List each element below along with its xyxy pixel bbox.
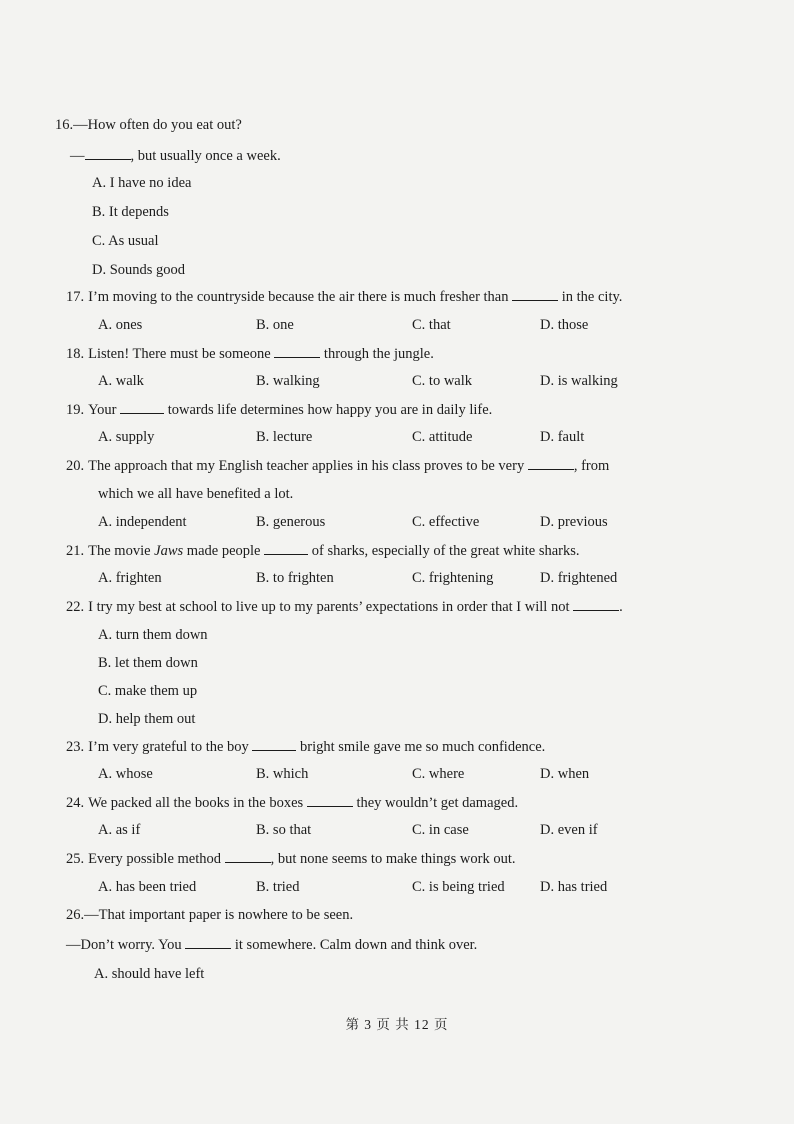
option-c: C. where — [412, 766, 465, 782]
answer-blank — [120, 400, 164, 414]
question-text: I’m moving to the countryside because the air there is much fresher than — [88, 289, 509, 305]
question-26-prompt — [66, 906, 353, 924]
question-21-options — [0, 569, 794, 587]
option-d: D. previous — [540, 514, 608, 530]
option-a: A. walk — [98, 373, 144, 389]
question-text-end: in the city. — [561, 289, 623, 305]
option-a: A. as if — [98, 822, 141, 838]
question-20-options — [0, 513, 794, 531]
option-d: D. even if — [540, 822, 598, 838]
question-text: Listen! There must be someone — [88, 346, 271, 362]
option-d: D. frightened — [540, 570, 618, 586]
question-20-prompt — [66, 456, 609, 475]
question-text: I’m very grateful to the boy — [88, 739, 249, 755]
question-16-option-c: C. As usual — [92, 233, 159, 249]
answer-blank — [85, 146, 131, 160]
question-16-option-b: B. It depends — [92, 204, 169, 220]
question-23-options — [0, 765, 794, 783]
reply-dash: — — [70, 148, 85, 164]
question-20-continuation: which we all have benefited a lot. — [98, 486, 294, 502]
option-b: B. which — [256, 766, 309, 782]
question-22-prompt — [66, 597, 623, 616]
question-text-end: through the jungle. — [323, 346, 434, 362]
option-c: C. frightening — [412, 570, 494, 586]
question-19-options — [0, 428, 794, 446]
question-text-end: bright smile gave me so much confidence. — [300, 739, 546, 755]
question-18-options — [0, 372, 794, 390]
question-number: 26. — [66, 907, 85, 923]
question-24-options — [0, 821, 794, 839]
option-b: B. generous — [256, 514, 326, 530]
option-a: A. ones — [98, 317, 143, 333]
question-16-option-d: D. Sounds good — [92, 262, 186, 278]
question-24-prompt — [66, 793, 518, 812]
option-a: A. has been tried — [98, 879, 197, 895]
question-text: , but usually once a week. — [130, 148, 281, 164]
question-number: 17. — [66, 289, 85, 305]
option-a: A. frighten — [98, 570, 162, 586]
question-17-options — [0, 316, 794, 334]
option-b: B. tried — [256, 879, 300, 895]
question-text-end: , but none seems to make things work out. — [270, 851, 516, 867]
answer-blank — [307, 793, 353, 807]
question-text-end: towards life determines how happy you are in daily life. — [167, 402, 493, 418]
question-26-reply — [66, 935, 477, 954]
option-d: D. when — [540, 766, 590, 782]
answer-blank — [274, 344, 320, 358]
question-number: 22. — [66, 599, 85, 615]
question-text: Every possible method — [88, 851, 222, 867]
question-text-end: it somewhere. Calm down and think over. — [234, 937, 478, 953]
question-16-prompt — [55, 116, 242, 134]
question-22-option-c: C. make them up — [98, 683, 198, 699]
option-c: C. attitude — [412, 429, 473, 445]
option-b: B. lecture — [256, 429, 313, 445]
question-number: 16. — [55, 117, 74, 133]
option-c: C. to walk — [412, 373, 473, 389]
question-number: 20. — [66, 458, 85, 474]
question-22-option-a: A. turn them down — [98, 627, 208, 643]
question-text: —How often do you eat out? — [73, 117, 242, 133]
question-21-prompt — [66, 541, 580, 560]
question-text-end: they wouldn’t get damaged. — [356, 795, 519, 811]
page-footer: 第 3 页 共 12 页 — [345, 1017, 449, 1032]
question-text-middle: made people — [186, 543, 261, 559]
option-c: C. is being tried — [412, 879, 505, 895]
question-18-prompt — [66, 344, 434, 363]
question-text: The movie — [88, 543, 151, 559]
option-b: B. so that — [256, 822, 312, 838]
question-number: 19. — [66, 402, 85, 418]
option-a: A. independent — [98, 514, 187, 530]
movie-title: Jaws — [154, 543, 184, 559]
question-25-options — [0, 878, 794, 896]
question-number: 18. — [66, 346, 85, 362]
option-b: B. to frighten — [256, 570, 334, 586]
question-23-prompt — [66, 737, 545, 756]
question-number: 24. — [66, 795, 85, 811]
option-d: D. those — [540, 317, 589, 333]
question-25-prompt — [66, 849, 516, 868]
question-number: 21. — [66, 543, 85, 559]
question-text: —That important paper is nowhere to be seen. — [84, 907, 354, 923]
question-19-prompt — [66, 400, 492, 419]
option-c: C. effective — [412, 514, 480, 530]
question-22-option-d: D. help them out — [98, 711, 196, 727]
question-16-reply — [70, 146, 281, 165]
question-text-end: , from — [573, 458, 610, 474]
option-d: D. fault — [540, 429, 585, 445]
answer-blank — [264, 541, 308, 555]
option-a: A. whose — [98, 766, 153, 782]
question-text: The approach that my English teacher applies in his class proves to be very — [88, 458, 525, 474]
answer-blank — [528, 456, 574, 470]
option-d: D. is walking — [540, 373, 618, 389]
answer-blank — [225, 849, 271, 863]
question-number: 25. — [66, 851, 85, 867]
question-text: I try my best at school to live up to my parents’ expectations in order that I will not — [88, 599, 570, 615]
question-text: —Don’t worry. You — [66, 937, 182, 953]
option-c: C. that — [412, 317, 451, 333]
answer-blank — [252, 737, 296, 751]
option-d: D. has tried — [540, 879, 608, 895]
option-a: A. supply — [98, 429, 155, 445]
option-b: B. one — [256, 317, 294, 333]
answer-blank — [185, 935, 231, 949]
question-number: 23. — [66, 739, 85, 755]
question-text: Your — [88, 402, 117, 418]
question-16-option-a: A. I have no idea — [92, 175, 192, 191]
question-text: We packed all the books in the boxes — [88, 795, 304, 811]
question-text-end: of sharks, especially of the great white sharks. — [311, 543, 580, 559]
option-b: B. walking — [256, 373, 320, 389]
option-c: C. in case — [412, 822, 469, 838]
question-22-option-b: B. let them down — [98, 655, 198, 671]
answer-blank — [573, 597, 619, 611]
question-17-prompt — [66, 287, 622, 306]
answer-blank — [512, 287, 558, 301]
question-text-end: . — [619, 599, 623, 615]
question-26-option-a: A. should have left — [94, 966, 205, 982]
